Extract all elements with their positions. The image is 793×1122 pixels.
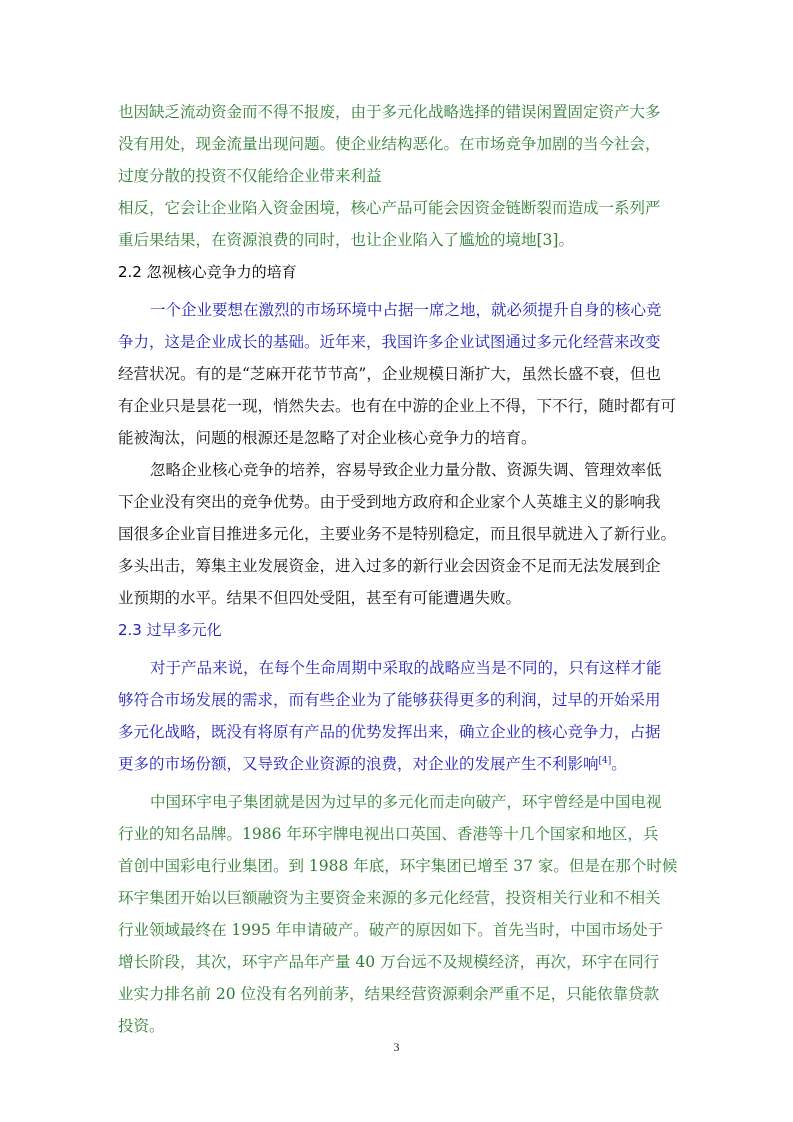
text-line: 行业领域最终在 1995 年申请破产。破产的原因如下。首先当时，中国市场处于 xyxy=(118,921,664,939)
paragraph-huanyu-case xyxy=(118,786,690,1042)
text-line: 业预期的水平。结果不但四处受阻，甚至有可能遭遇失败。 xyxy=(118,589,522,607)
text-line: 够符合市场发展的需求，而有些企业为了能够获得更多的利润，过早的开始采用 xyxy=(118,691,661,709)
text-line: 相反，它会让企业陷入资金困境，核心产品可能会因资金链断裂而造成一系列严 xyxy=(118,199,661,217)
text-line: 环宇集团开始以巨额融资为主要资金来源的多元化经营，投资相关行业和不相关 xyxy=(118,889,661,907)
text-line: 投资。 xyxy=(118,1017,165,1035)
text-line: 对于产品来说，在每个生命周期中采取的战略应当是不同的，只有这样才能 xyxy=(150,659,662,677)
paragraph-core-competence xyxy=(118,294,690,454)
text-line: 过度分散的投资不仅能给企业带来利益 xyxy=(118,167,382,185)
text-line: 一个企业要想在激烈的市场环境中占据一席之地，就必须提升自身的核心竞 xyxy=(150,301,662,319)
text-line: 重后果结果，在资源浪费的同时，也让企业陷入了尴尬的境地[3]。 xyxy=(118,231,574,249)
text-line: 没有用处，现金流量出现问题。使企业结构恶化。在市场竞争加剧的当今社会， xyxy=(118,135,661,153)
text-line: 经营状况。有的是“芝麻开花节节高”，企业规模日渐扩大，虽然长盛不衰，但也 xyxy=(118,365,661,383)
text-line: 首创中国彩电行业集团。到 1988 年底，环宇集团已增至 37 家。但是在那个时候 xyxy=(118,857,678,875)
page-body xyxy=(118,96,690,1042)
text-line: 下企业没有突出的竞争优势。由于受到地方政府和企业家个人英雄主义的影响我 xyxy=(118,493,661,511)
text-line: 增长阶段，其次，环宇产品年产量 40 万台远不及规模经济，再次，环宇在同行 xyxy=(118,953,660,971)
section-heading-2-2: 2.2 忽视核心竞争力的培育 xyxy=(118,263,297,281)
text-line: 争力，这是企业成长的基础。近年来，我国许多企业试图通过多元化经营来改变 xyxy=(118,333,661,351)
paragraph-neglect-core-competence xyxy=(118,454,690,614)
text-line-body: 更多的市场份额，又导致企业资源的浪费，对企业的发展产生不利影响 xyxy=(118,755,599,773)
citation-marker: [4] xyxy=(598,755,612,766)
text-line: 国很多企业盲目推进多元化，主要业务不是特别稳定，而且很早就进入了新行业。 xyxy=(118,525,677,543)
text-line: 多头出击，筹集主业发展资金，进入过多的新行业会因资金不足而无法发展到企 xyxy=(118,557,661,575)
text-line: 也因缺乏流动资金而不得不报废，由于多元化战略选择的错误闲置固定资产大多 xyxy=(118,103,661,121)
paragraph-funding-problems xyxy=(118,96,690,256)
text-line: 业实力排名前 20 位没有名列前茅，结果经营资源剩余严重不足，只能依靠贷款 xyxy=(118,985,660,1003)
text-line xyxy=(118,748,690,780)
page-number: 3 xyxy=(393,1040,400,1054)
text-line: 能被淘汰，问题的根源还是忽略了对企业核心竞争力的培育。 xyxy=(118,429,537,447)
text-line: 多元化战略，既没有将原有产品的优势发挥出来，确立企业的核心竞争力，占据 xyxy=(118,723,661,741)
paragraph-premature-diversification xyxy=(118,652,690,780)
section-heading-2-3: 2.3 过早多元化 xyxy=(118,621,222,639)
text-line: 行业的知名品牌。1986 年环宇牌电视出口英国、香港等十几个国家和地区，兵 xyxy=(118,825,659,843)
text-line: 中国环宇电子集团就是因为过早的多元化而走向破产，环宇曾经是中国电视 xyxy=(150,793,662,811)
text-line-end: 。 xyxy=(611,755,627,773)
text-line: 忽略企业核心竞争的培养，容易导致企业力量分散、资源失调、管理效率低 xyxy=(150,461,662,479)
text-line: 有企业只是昙花一现，悄然失去。也有在中游的企业上不得，下不行，随时都有可 xyxy=(118,397,677,415)
